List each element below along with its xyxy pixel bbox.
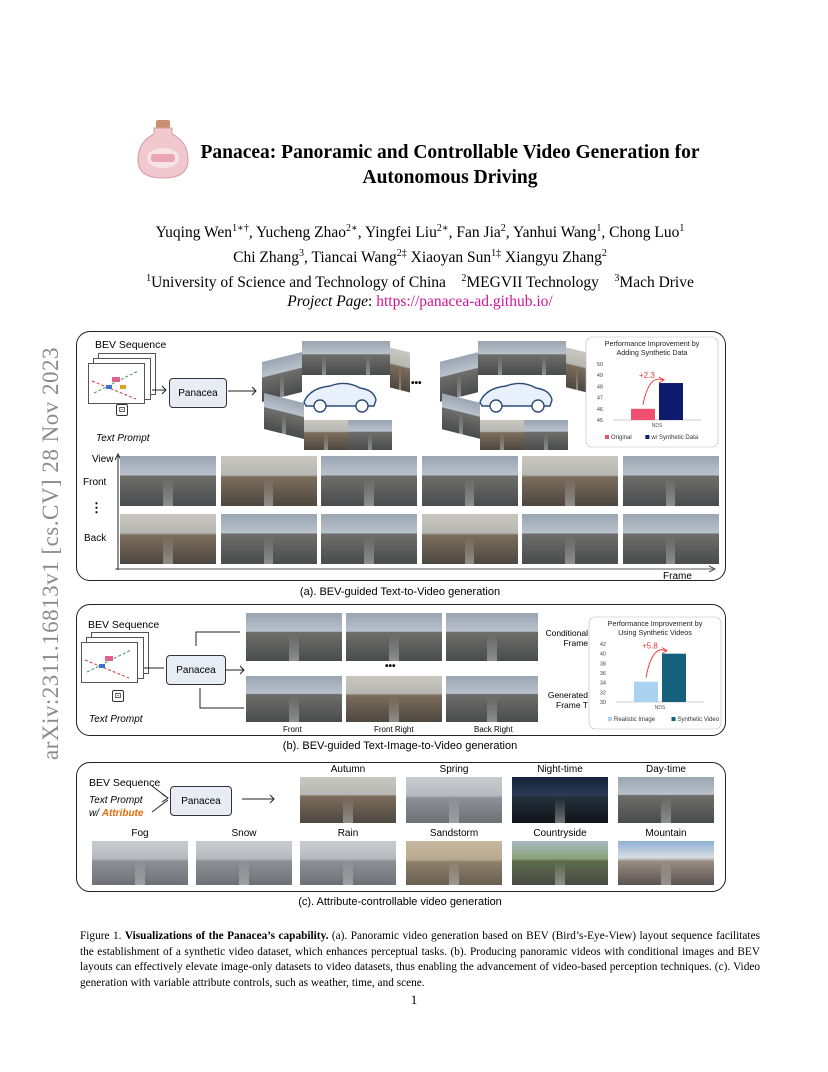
col-label-front: Front xyxy=(283,725,302,734)
conditional-frame-label: Conditional Frame xyxy=(545,628,588,648)
y-tick-label: 49 xyxy=(596,373,603,380)
car-icon xyxy=(476,372,556,414)
paper-title: Panacea: Panoramic and Controllable Video Generation for Autonomous Driving xyxy=(200,142,700,188)
text-icon-a: ⊡ xyxy=(116,404,128,416)
arrow-icon xyxy=(240,792,280,806)
attr-label-bottom: Countryside xyxy=(533,828,587,839)
attr-label-top: Spring xyxy=(439,764,469,775)
author-sup: 2 xyxy=(601,248,607,260)
bar-improved xyxy=(662,654,686,702)
project-link[interactable]: https://panacea-ad.github.io/ xyxy=(376,293,553,310)
pano-frame xyxy=(480,420,524,450)
author-sup: 2 xyxy=(500,223,506,234)
y-tick-label: 30 xyxy=(599,700,606,706)
col-label-front-right: Front Right xyxy=(374,725,414,734)
author-name: , Fan Jia xyxy=(448,224,501,242)
project-label: Project Page xyxy=(287,293,369,310)
author-sup: 1‡ xyxy=(491,248,502,260)
author-block xyxy=(80,218,760,293)
generated-frame-label: Generated Frame T xyxy=(547,690,588,710)
y-tick-label: 36 xyxy=(599,671,606,677)
pano-frame xyxy=(304,420,348,450)
y-tick-label: 45 xyxy=(596,418,603,424)
attr-label-bottom: Rain xyxy=(337,828,359,839)
author-line-1 xyxy=(80,218,760,243)
bev-sequence-label-c: BEV Sequence xyxy=(89,777,161,789)
legend-swatch xyxy=(608,717,612,721)
gen-frame-back-right xyxy=(446,676,538,722)
caption-label: Figure 1. xyxy=(80,930,122,942)
front-row-label: Front xyxy=(83,477,107,488)
caption-text: (a). Panoramic video generation based on BEV (Bird’s-Eye-View) layout sequence facilitates the establishment of a synthetic video dataset, which enhances perceptual tasks. (b). Producing panoramic videos with conditional images and BEV layouts can effectively elevate image-only datasets to video datasets, thus enabling the advancement of video-based perception techniques. (c). Video generation with variable attribute controls, such as weather, time, and scene. xyxy=(80,930,760,989)
author-name: , Yingfei Liu xyxy=(357,224,437,242)
chart-synthetic-data xyxy=(585,336,719,448)
attr-frame-bottom xyxy=(512,841,608,885)
affiliation-gap xyxy=(599,274,615,291)
bev-map-b xyxy=(81,642,139,684)
author-sup: 2∗ xyxy=(436,223,449,234)
bev-sequence-label-a: BEV Sequence xyxy=(95,339,167,351)
legend-label: Synthetic Video xyxy=(677,717,720,723)
bev-map-a xyxy=(88,363,146,405)
attr-frame-bottom xyxy=(196,841,292,885)
chart-title: Performance Improvement by xyxy=(607,619,703,628)
chart-synthetic-videos xyxy=(588,616,722,730)
affiliation-sup: 2 xyxy=(461,273,467,285)
video-frame xyxy=(221,456,317,506)
bev-sequence-label-b: BEV Sequence xyxy=(88,619,160,631)
ellipsis-b: ••• xyxy=(385,661,396,672)
view-axis-label: View xyxy=(92,454,114,465)
annotation-label: +5.8 xyxy=(642,641,658,651)
attr-frame-bottom xyxy=(618,841,714,885)
cond-frame-front xyxy=(246,613,342,661)
attr-frame-top xyxy=(300,777,396,823)
pano-frame xyxy=(346,341,390,375)
flow-arrows-b xyxy=(140,628,250,718)
author-name: Xiaoyan Sun xyxy=(406,249,492,267)
text-prompt-a: Text Prompt xyxy=(96,433,150,444)
attr-label-bottom: Snow xyxy=(231,828,257,839)
rows-ellipsis: ⋮ xyxy=(90,500,103,515)
y-tick-label: 32 xyxy=(599,690,606,697)
x-axis-label: NDS xyxy=(654,705,666,711)
arrow-icon xyxy=(150,380,170,400)
y-tick-label: 34 xyxy=(599,680,606,687)
x-axis-label: NDS xyxy=(651,423,663,429)
video-frame xyxy=(522,456,618,506)
attr-frame-top xyxy=(512,777,608,823)
video-frame xyxy=(120,514,216,564)
attr-label-top: Day-time xyxy=(645,764,686,775)
attr-label-top: Night-time xyxy=(537,764,583,775)
y-tick-label: 42 xyxy=(599,642,606,648)
video-frame xyxy=(321,514,417,564)
affiliation-name: University of Science and Technology of China xyxy=(151,274,446,292)
video-frame xyxy=(623,456,719,506)
pano-frame xyxy=(302,341,346,375)
author-name: Xiangyu Zhang xyxy=(501,249,602,267)
figure-caption xyxy=(80,929,760,991)
frame-axis-label: Frame xyxy=(663,571,692,582)
video-frame xyxy=(422,514,518,564)
car-icon xyxy=(300,372,380,414)
col-label-back-right: Back Right xyxy=(474,725,513,734)
attr-frame-top xyxy=(618,777,714,823)
author-sup: 1∗† xyxy=(232,223,249,234)
arxiv-stamp xyxy=(8,280,63,760)
author-name: Yuqing Wen xyxy=(155,224,233,242)
frame-axis-arrow xyxy=(113,564,719,574)
text-prompt-b: Text Prompt xyxy=(89,714,143,725)
caption-bold: Visualizations of the Panacea’s capability. xyxy=(124,930,329,942)
pano-frame xyxy=(348,420,392,450)
video-frame xyxy=(321,456,417,506)
attr-frame-bottom xyxy=(406,841,502,885)
attribute-line xyxy=(89,808,143,819)
with-label: w/ xyxy=(89,808,99,819)
cond-frame-back-right xyxy=(446,613,538,661)
y-tick-label: 50 xyxy=(596,362,603,368)
cond-frame-front-right xyxy=(346,613,442,661)
annotation-label: +2.3 xyxy=(639,371,655,381)
video-frame xyxy=(522,514,618,564)
y-tick-label: 38 xyxy=(599,661,606,668)
caption-panel-c: (c). Attribute-controllable video generation xyxy=(298,896,502,908)
legend-label: w/ Synthetic Data xyxy=(651,435,699,441)
panacea-label-a: Panacea xyxy=(178,387,218,399)
attr-frame-top xyxy=(406,777,502,823)
pano-frame xyxy=(478,341,522,375)
y-tick-label: 47 xyxy=(596,395,603,402)
author-name: , Yucheng Zhao xyxy=(248,224,346,242)
text-icon-b: ⊡ xyxy=(112,690,124,702)
chart-title: Performance Improvement by xyxy=(604,339,700,348)
gen-frame-front-right xyxy=(346,676,442,722)
affiliation-sup: 3 xyxy=(614,273,620,285)
attr-label-bottom: Sandstorm xyxy=(429,828,479,839)
affiliation-name: Mach Drive xyxy=(619,274,694,292)
pano-frame xyxy=(390,348,410,393)
legend-label: Original xyxy=(611,435,632,441)
page-number: 1 xyxy=(410,992,418,1007)
attr-frame-bottom xyxy=(300,841,396,885)
author-sup: 2‡ xyxy=(396,248,407,260)
back-row-label: Back xyxy=(84,533,107,544)
caption-panel-b: (b). BEV-guided Text-Image-to-Video generation xyxy=(282,740,518,752)
legend-swatch xyxy=(672,717,676,721)
affiliation-name: MEGVII Technology xyxy=(466,274,599,292)
bar-baseline xyxy=(631,409,655,420)
author-sup: 2∗ xyxy=(346,223,358,234)
project-page: Project Page: https://panacea-ad.github.io/ xyxy=(287,293,553,310)
chart-title: Adding Synthetic Data xyxy=(616,348,688,357)
ellipsis-a: ••• xyxy=(411,378,422,389)
caption-panel-a: (a). BEV-guided Text-to-Video generation xyxy=(299,586,501,598)
author-name: Chi Zhang xyxy=(233,249,299,267)
author-name: , Tiancai Wang xyxy=(303,249,397,267)
arrow-icon xyxy=(226,384,260,398)
attr-label-top: Autumn xyxy=(330,764,366,775)
attr-label-bottom: Fog xyxy=(131,828,149,839)
panacea-box-c xyxy=(170,786,232,816)
bar-baseline xyxy=(634,682,658,702)
affiliations xyxy=(80,268,760,293)
y-tick-label: 40 xyxy=(599,651,606,658)
pano-frame xyxy=(524,420,568,450)
attribute-label: Attribute xyxy=(101,808,144,819)
legend-swatch xyxy=(645,435,649,439)
affiliation-gap xyxy=(446,274,462,291)
author-line-2 xyxy=(80,243,760,268)
panacea-logo-icon xyxy=(134,118,192,182)
panacea-label-c: Panacea xyxy=(181,795,221,807)
panacea-box-a xyxy=(169,378,227,408)
bar-improved xyxy=(659,383,683,420)
author-sup: 3 xyxy=(298,248,304,260)
author-name: , Chong Luo xyxy=(601,224,680,242)
arxiv-id: arXiv:2311.16813v1 [cs.CV] 28 Nov 2023 xyxy=(38,347,63,760)
y-tick-label: 48 xyxy=(596,384,603,391)
panacea-label-b: Panacea xyxy=(176,664,216,676)
affiliation-sup: 1 xyxy=(146,273,152,285)
chart-title: Using Synthetic Videos xyxy=(618,628,692,637)
attr-frame-bottom xyxy=(92,841,188,885)
video-frame xyxy=(422,456,518,506)
video-frame xyxy=(221,514,317,564)
legend-label: Realistic Image xyxy=(614,717,656,723)
attr-label-bottom: Mountain xyxy=(645,828,687,839)
text-prompt-c: Text Prompt xyxy=(89,795,143,806)
gen-frame-front xyxy=(246,676,342,722)
y-tick-label: 46 xyxy=(596,406,603,413)
pano-frame xyxy=(522,341,566,375)
author-sup: 1 xyxy=(596,223,602,234)
video-frame xyxy=(623,514,719,564)
author-sup: 1 xyxy=(679,223,685,234)
legend-swatch xyxy=(605,435,609,439)
video-frame xyxy=(120,456,216,506)
author-name: , Yanhui Wang xyxy=(505,224,597,242)
